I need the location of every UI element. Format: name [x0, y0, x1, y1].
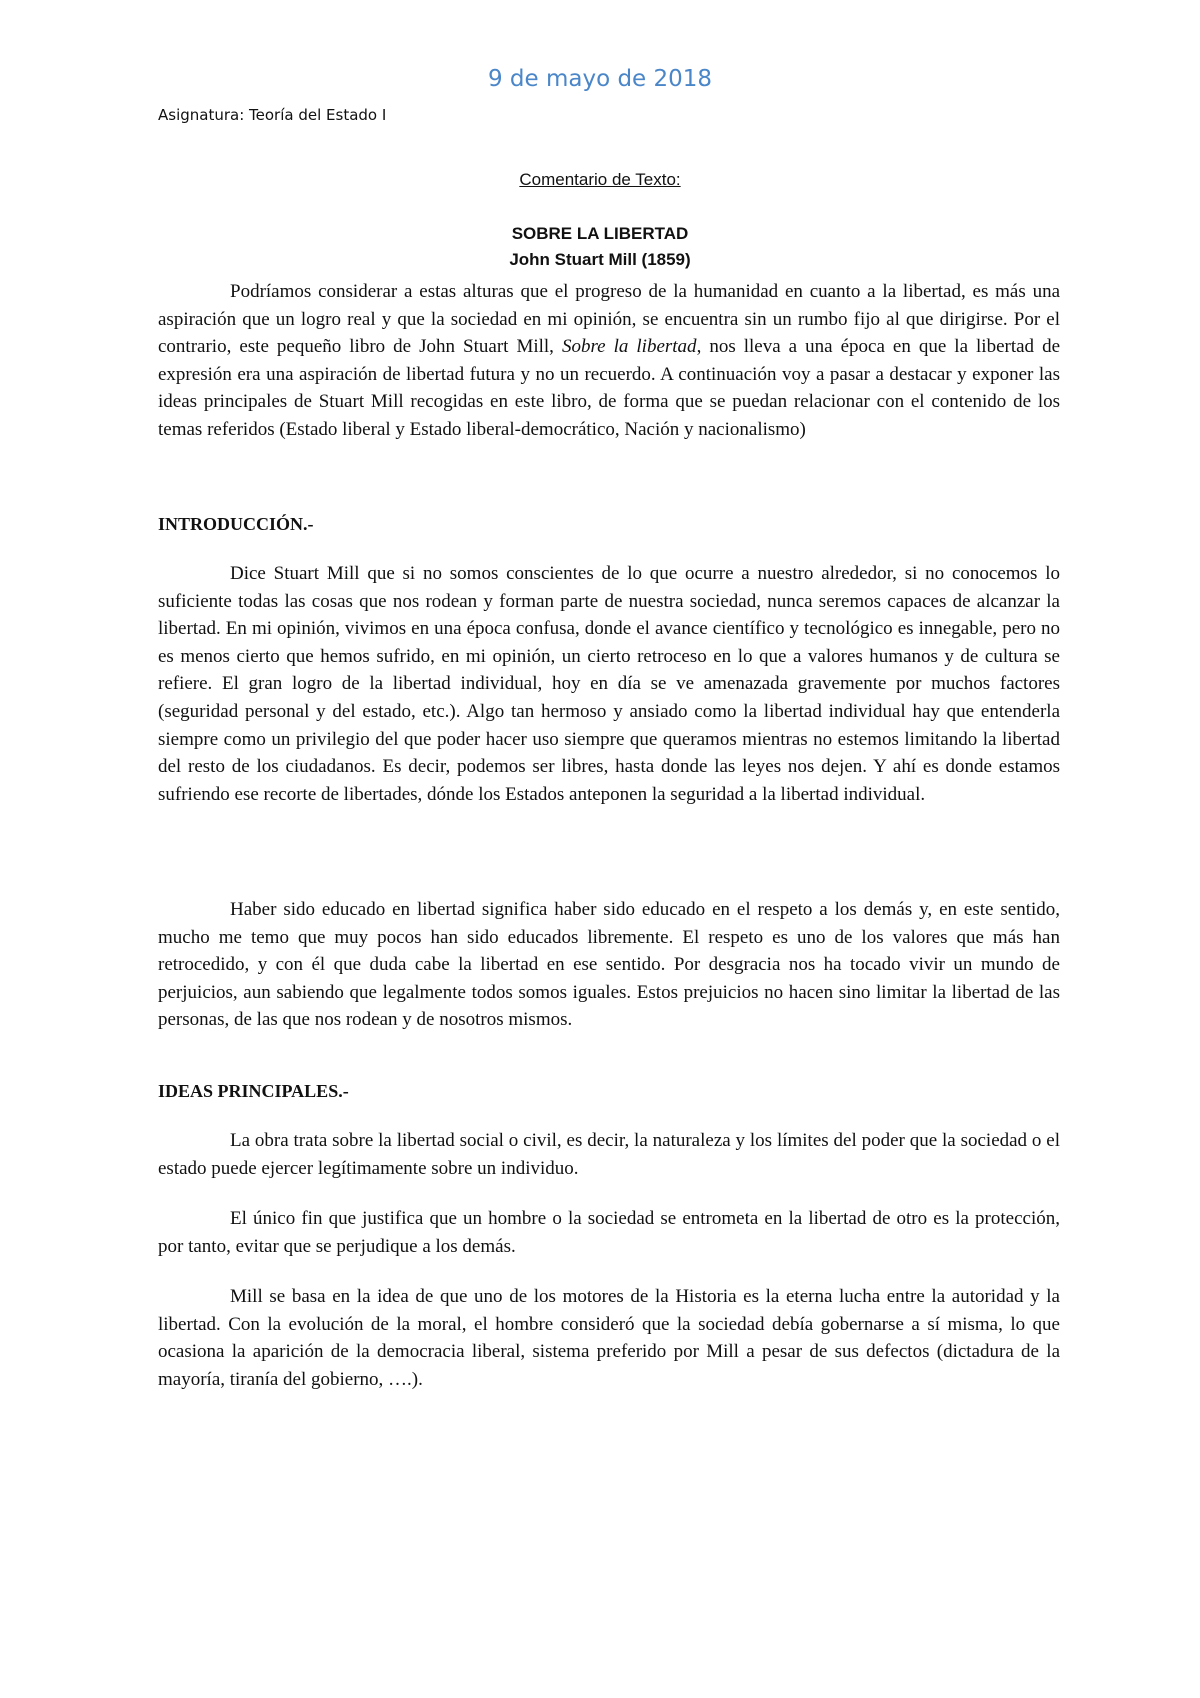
- paragraph: El único fin que justifica que un hombre o la sociedad se entrometa en la libertad de otro es la protección, por tanto, evitar que se perjudique a los demás.: [158, 1208, 1060, 1257]
- intro-text-part2: , nos lleva a una época en que la libertad de expresión era una aspiración de libertad futura y no un recuerdo. A continuación voy a pasar a destacar y exponer las ideas principales de Stuart Mill recogidas en este libro, de forma que se puedan relacionar con el contenido de los temas referidos (Estado liberal y Estado liberal-democrático, Nación y nacionalismo): [158, 336, 1061, 440]
- section-heading-introduccion: INTRODUCCIÓN.-: [158, 514, 314, 534]
- book-author: John Stuart Mill (1859): [509, 250, 691, 269]
- document-date: 9 de mayo de 2018: [487, 66, 713, 92]
- subject-line: Asignatura: Teoría del Estado I: [158, 106, 387, 124]
- intro-text-part1: Podríamos considerar a estas alturas que el progreso de la humanidad en cuanto a la libertad, es más una aspiración que un logro real y que la sociedad en mi opinión, se encuentra sin un rumbo fijo al que dirigirse. Por el contrario, este pequeño libro de John Stuart Mill,: [158, 281, 1060, 358]
- paragraph: La obra trata sobre la libertad social o civil, es decir, la naturaleza y los límites del poder que la sociedad o el estado puede ejercer legítimamente sobre un individuo.: [158, 1130, 1060, 1179]
- paragraph: Mill se basa en la idea de que uno de los motores de la Historia es la eterna lucha entre la autoridad y la libertad. Con la evolución de la moral, el hombre consideró que la sociedad debía gobernarse a sí misma, lo que ocasiona la aparición de la democracia liberal, sistema preferido por Mill a pesar de sus defectos (dictadura de la mayoría, tiranía del gobierno, ….).: [158, 1286, 1060, 1390]
- paragraph: Dice Stuart Mill que si no somos conscientes de lo que ocurre a nuestro alrededor, si no conocemos lo suficiente todas las cosas que nos rodean y forman parte de nuestra sociedad, nunca seremos capaces de alcanzar la libertad. En mi opinión, vivimos en una época confusa, donde el avance científico y tecnológico es innegable, pero no es menos cierto que hemos sufrido, en mi opinión, un cierto retroceso en lo que a valores humanos y de cultura se refiere. El gran logro de la libertad individual, hoy en día se ve amenazada gravemente por muchos factores (seguridad personal y del estado, etc.). Algo tan hermoso y ansiado como la libertad individual hay que entenderla siempre como un privilegio del que poder hacer uso siempre que queramos mientras no estemos limitando la libertad del resto de los ciudadanos. Es decir, podemos ser libres, hasta donde las leyes nos dejen. Y ahí es donde estamos sufriendo ese recorte de libertades, dónde los Estados anteponen la seguridad a la libertad individual.: [158, 563, 1060, 805]
- book-title: SOBRE LA LIBERTAD: [511, 224, 689, 243]
- intro-paragraph: [158, 278, 1060, 444]
- book-title-italic: Sobre la libertad: [561, 336, 697, 358]
- paragraph: Haber sido educado en libertad significa haber sido educado en el respeto a los demás y, en este sentido, mucho me temo que muy pocos han sido educados libremente. El respeto es uno de los valores que más han retrocedido, y con él que duda cabe la libertad en ese sentido. Por desgracia nos ha tocado vivir un mundo de perjuicios, aun sabiendo que legalmente todos somos iguales. Estos prejuicios no hacen sino limitar la libertad de las personas, de las que nos rodean y de nosotros mismos.: [158, 899, 1060, 1031]
- comment-label: Comentario de Texto:: [519, 170, 681, 189]
- section-heading-ideas: IDEAS PRINCIPALES.-: [158, 1081, 349, 1101]
